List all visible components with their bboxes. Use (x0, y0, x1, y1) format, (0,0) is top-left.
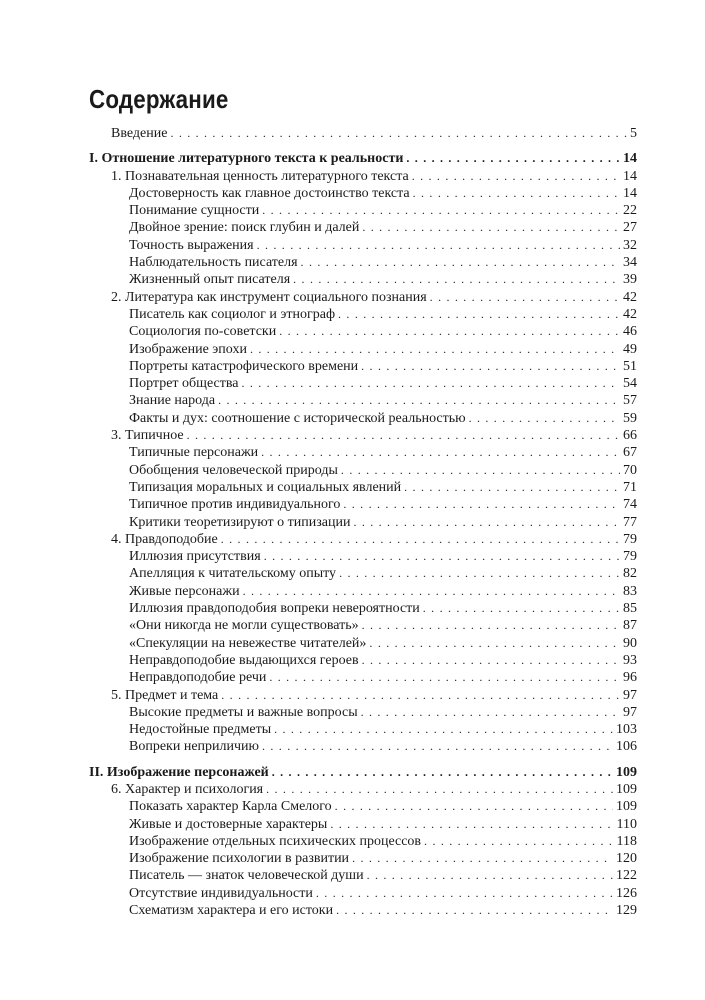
toc-page-number: 34 (623, 255, 637, 271)
dot-leader (218, 392, 620, 409)
toc-entry[interactable] (89, 410, 637, 427)
toc-entry[interactable] (89, 617, 637, 634)
toc-entry-label: Жизненный опыт писателя (129, 272, 291, 288)
toc-page-number: 106 (616, 739, 637, 755)
toc-entry-label: 6. Характер и психология (111, 781, 264, 797)
toc-page-number: 90 (623, 635, 637, 651)
toc-entry[interactable] (89, 738, 637, 755)
toc-entry[interactable] (89, 479, 637, 496)
dot-leader (361, 704, 620, 721)
dot-leader (279, 323, 620, 340)
dot-leader (469, 410, 620, 427)
toc-entry[interactable] (89, 462, 637, 479)
toc-page-number: 85 (623, 601, 637, 617)
toc-entry-label: Апелляция к читательскому опыту (129, 566, 337, 582)
toc-entry-label: 1. Познавательная ценность литературного текста (111, 168, 409, 184)
toc-page-number: 22 (623, 203, 637, 219)
dot-leader (262, 738, 613, 755)
toc-entry-label: Живые персонажи (129, 583, 240, 599)
toc-entry-label: Иллюзия присутствия (129, 549, 261, 565)
toc-page-number: 96 (623, 670, 637, 686)
toc-entry-label: Факты и дух: соотношение с исторической реальностью (129, 410, 466, 426)
toc-entry-label: I. Отношение литературного текста к реальности (89, 151, 404, 167)
toc-entry-label: 5. Предмет и тема (111, 687, 219, 703)
toc-page-number: 122 (616, 868, 637, 884)
toc-page-number: 14 (623, 185, 637, 201)
dot-leader (353, 514, 620, 531)
toc-entry-label: Типизация моральных и социальных явлений (129, 479, 402, 495)
toc-entry-label: 4. Правдоподобие (111, 531, 218, 547)
toc-page-number: 109 (616, 781, 637, 797)
dot-leader (362, 617, 620, 634)
toc-entry-label: II. Изображение персонажей (89, 764, 269, 780)
toc-entry[interactable] (89, 306, 637, 323)
toc-entry[interactable] (89, 496, 637, 513)
toc-entry[interactable] (89, 323, 637, 340)
dot-leader (404, 479, 620, 496)
toc-page-number: 39 (623, 272, 637, 288)
dot-leader (170, 125, 627, 142)
toc-entry-label: 2. Литература как инструмент социального познания (111, 289, 427, 305)
toc-page-number: 32 (623, 237, 637, 253)
dot-leader (301, 254, 620, 271)
toc-entry-label: Наблюдательность писателя (129, 255, 298, 271)
toc-entry[interactable] (89, 867, 637, 884)
toc-page-number: 79 (623, 531, 637, 547)
toc-page-number: 126 (616, 885, 637, 901)
toc-entry[interactable] (89, 202, 637, 219)
toc-entry-label: Типичное против индивидуального (129, 497, 341, 513)
page-title: Содержание (89, 84, 229, 114)
dot-leader (221, 531, 620, 548)
toc-entry[interactable] (89, 185, 637, 202)
dot-leader (341, 462, 620, 479)
toc-entry[interactable] (89, 721, 637, 738)
toc-entry-label: «Они никогда не могли существовать» (129, 618, 359, 634)
dot-leader (362, 219, 620, 236)
toc-entry[interactable] (89, 358, 637, 375)
toc-entry[interactable] (89, 219, 637, 236)
dot-leader (336, 902, 613, 919)
toc-page-number: 14 (623, 151, 637, 167)
toc-page-number: 79 (623, 549, 637, 565)
toc-page-number: 74 (623, 497, 637, 513)
dot-leader (423, 600, 620, 617)
toc-page-number: 14 (623, 168, 637, 184)
toc-part[interactable] (89, 764, 637, 781)
toc-entry-label: Неправдоподобие речи (129, 670, 267, 686)
toc-page-number: 54 (623, 376, 637, 392)
toc-entry[interactable] (89, 548, 637, 565)
dot-leader (187, 427, 620, 444)
toc-entry-label: Введение (111, 126, 168, 141)
toc-entry-label: Портреты катастрофического времени (129, 358, 359, 374)
dot-leader (266, 781, 613, 798)
toc-entry[interactable] (89, 669, 637, 686)
dot-leader (361, 358, 620, 375)
toc-entry[interactable] (89, 125, 637, 142)
toc-entry-label: Обобщения человеческой природы (129, 462, 338, 478)
dot-leader (330, 816, 613, 833)
dot-leader (412, 168, 620, 185)
dot-leader (352, 850, 613, 867)
dot-leader (316, 885, 613, 902)
toc-entry-label: Высокие предметы и важные вопросы (129, 704, 358, 720)
toc-page-number: 97 (623, 687, 637, 703)
toc-entry-label: Достоверность как главное достоинство текста (129, 185, 410, 201)
toc-entry-label: Показать характер Карла Смелого (129, 799, 332, 815)
toc-page-number: 97 (623, 704, 637, 720)
toc-page-number: 109 (616, 799, 637, 815)
toc-page-number: 83 (623, 583, 637, 599)
dot-leader (413, 185, 620, 202)
toc-entry-label: Изображение психологии в развитии (129, 851, 350, 867)
toc-entry[interactable] (89, 271, 637, 288)
toc-entry-label: Социология по-советски (129, 324, 277, 340)
toc-entry-label: Знание народа (129, 393, 216, 409)
toc-entry-label: Живые и достоверные характеры (129, 816, 328, 832)
toc-entry[interactable] (89, 885, 637, 902)
toc-entry[interactable] (89, 652, 637, 669)
dot-leader (221, 687, 620, 704)
toc-page-number: 109 (616, 764, 637, 780)
toc-entry-label: «Спекуляции на невежестве читателей» (129, 635, 367, 651)
toc-page-number: 70 (623, 462, 637, 478)
table-of-contents (89, 125, 637, 919)
toc-entry-label: Изображение отдельных психических процессов (129, 833, 422, 849)
toc-entry-label: Портрет общества (129, 376, 239, 392)
toc-entry[interactable] (89, 833, 637, 850)
dot-leader (335, 798, 613, 815)
toc-entry[interactable] (89, 392, 637, 409)
toc-entry[interactable] (89, 704, 637, 721)
dot-leader (262, 202, 620, 219)
toc-page-number: 59 (623, 410, 637, 426)
toc-entry[interactable] (89, 816, 637, 833)
dot-leader (339, 565, 620, 582)
toc-entry[interactable] (89, 444, 637, 461)
toc-entry-label: Точность выражения (129, 237, 254, 253)
toc-entry-label: Двойное зрение: поиск глубин и далей (129, 220, 360, 236)
toc-entry[interactable] (89, 237, 637, 254)
toc-entry-label: Типичные персонажи (129, 445, 259, 461)
toc-page-number: 27 (623, 220, 637, 236)
toc-entry[interactable] (89, 514, 637, 531)
toc-entry[interactable] (89, 254, 637, 271)
toc-entry[interactable] (89, 635, 637, 652)
toc-entry-label: Неправдоподобие выдающихся героев (129, 652, 359, 668)
toc-entry-label: Понимание сущности (129, 203, 260, 219)
dot-leader (338, 306, 620, 323)
dot-leader (293, 271, 620, 288)
toc-chapter[interactable] (89, 781, 637, 798)
dot-leader (369, 635, 620, 652)
toc-entry[interactable] (89, 565, 637, 582)
dot-leader (241, 375, 620, 392)
toc-page-number: 71 (623, 479, 637, 495)
toc-entry-label: Вопреки неприличию (129, 739, 259, 755)
toc-chapter[interactable] (89, 427, 637, 444)
dot-leader (274, 721, 613, 738)
toc-entry[interactable] (89, 583, 637, 600)
dot-leader (362, 652, 620, 669)
dot-leader (430, 289, 620, 306)
toc-entry[interactable] (89, 902, 637, 919)
dot-leader (367, 867, 613, 884)
dot-leader (424, 833, 613, 850)
toc-page-number: 87 (623, 618, 637, 634)
toc-entry-label: Схематизм характера и его истоки (129, 903, 334, 919)
dot-leader (269, 669, 620, 686)
dot-leader (243, 583, 620, 600)
toc-page-number: 77 (623, 514, 637, 530)
toc-page-number: 82 (623, 566, 637, 582)
toc-entry[interactable] (89, 375, 637, 392)
toc-page-number: 5 (630, 126, 637, 141)
toc-chapter[interactable] (89, 168, 637, 185)
toc-chapter[interactable] (89, 289, 637, 306)
toc-page-number: 129 (616, 903, 637, 919)
dot-leader (343, 496, 620, 513)
toc-entry-label: Недостойные предметы (129, 722, 272, 738)
toc-entry[interactable] (89, 341, 637, 358)
toc-page-number: 120 (616, 851, 637, 867)
toc-entry-label: Иллюзия правдоподобия вопреки невероятности (129, 601, 420, 617)
toc-chapter[interactable] (89, 687, 637, 704)
toc-entry[interactable] (89, 798, 637, 815)
toc-entry[interactable] (89, 850, 637, 867)
toc-entry-label: Изображение эпохи (129, 341, 247, 357)
toc-part[interactable] (89, 150, 637, 167)
toc-entry-label: Критики теоретизируют о типизации (129, 514, 351, 530)
dot-leader (257, 237, 620, 254)
toc-page-number: 42 (623, 306, 637, 322)
toc-page-number: 110 (616, 816, 637, 832)
toc-entry[interactable] (89, 600, 637, 617)
toc-page-number: 93 (623, 652, 637, 668)
toc-page-number: 57 (623, 393, 637, 409)
dot-leader (261, 444, 620, 461)
dot-leader (250, 341, 620, 358)
toc-entry-label: Писатель — знаток человеческой души (129, 868, 364, 884)
toc-page-number: 49 (623, 341, 637, 357)
toc-page-number: 103 (616, 722, 637, 738)
toc-entry-label: Писатель как социолог и этнограф (129, 306, 336, 322)
toc-entry-label: Отсутствие индивидуальности (129, 885, 313, 901)
dot-leader (264, 548, 620, 565)
dot-leader (406, 150, 620, 167)
toc-page-number: 51 (623, 358, 637, 374)
toc-page-number: 66 (623, 428, 637, 444)
toc-page-number: 46 (623, 324, 637, 340)
toc-entry-label: 3. Типичное (111, 428, 184, 444)
toc-chapter[interactable] (89, 531, 637, 548)
toc-page-number: 42 (623, 289, 637, 305)
toc-page-number: 67 (623, 445, 637, 461)
toc-page-number: 118 (616, 833, 637, 849)
dot-leader (272, 764, 613, 781)
